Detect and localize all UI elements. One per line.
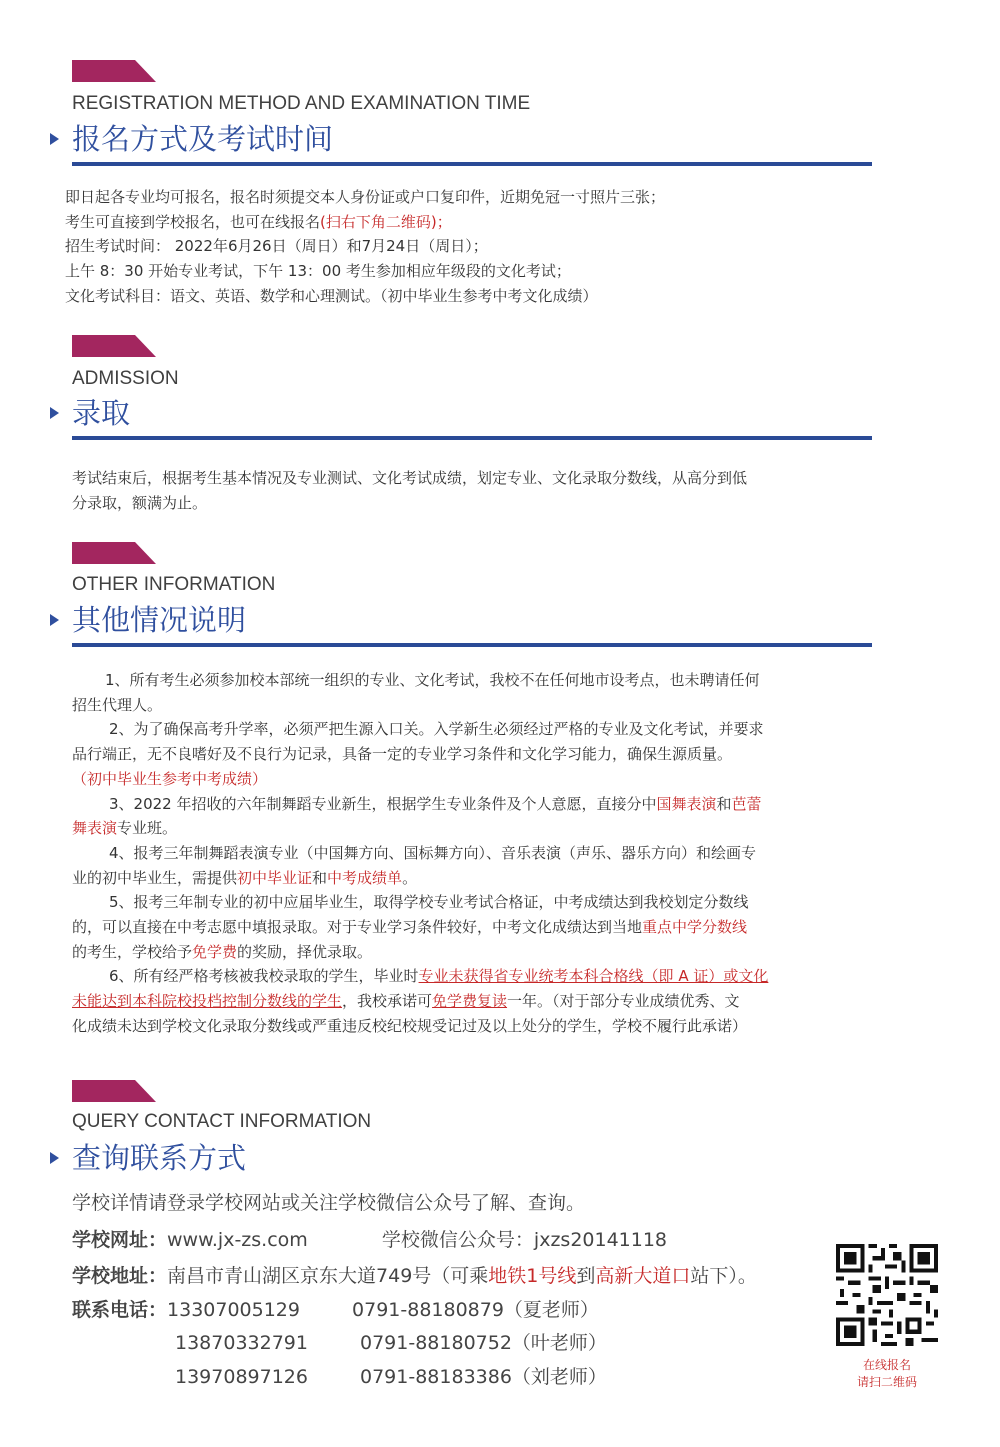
text-line: 招生代理人。: [72, 695, 163, 714]
text-line: 文化考试科目：语文、英语、数学和心理测试。（初中毕业生参考中考文化成绩）: [65, 286, 598, 305]
address-label: 学校地址：: [72, 1265, 168, 1287]
admission-en-title: ADMISSION: [72, 368, 179, 389]
qr-caption: 在线报名: [862, 1358, 911, 1372]
address-text: 到: [576, 1265, 596, 1287]
text-line: 舞表演专业班。: [72, 819, 178, 838]
text-line: 考试结束后，根据考生基本情况及专业测试、文化考试成绩，划定专业、文化录取分数线，从高分到低: [72, 469, 748, 487]
mobile-number: 13870332791: [175, 1332, 308, 1354]
section-tab-registration: [72, 60, 156, 82]
other-body: [72, 668, 768, 1039]
qr-caption: 请扫二维码: [856, 1375, 917, 1389]
contact-address-row: [72, 1259, 757, 1293]
metro-stop: 高新大道口: [595, 1265, 691, 1287]
admission-body: [72, 466, 747, 515]
text-line: 6、所有经严格考核被我校录取的学生，毕业时专业未获得省专业统考本科合格线（即 A 证）或文化: [109, 967, 769, 986]
contact-phone-row: [175, 1360, 607, 1394]
text-line: 考生可直接到学校报名，也可在线报名(扫右下角二维码)；: [65, 212, 452, 231]
registration-en-title: REGISTRATION METHOD AND EXAMINATION TIME: [72, 93, 531, 114]
text-line: 即日起各专业均可报名，报名时须提交本人身份证或户口复印件，近期免冠一寸照片三张；: [65, 188, 666, 206]
registration-cn-title: 报名方式及考试时间: [72, 122, 334, 156]
website-link[interactable]: www.jx-zs.com: [167, 1229, 308, 1251]
contact-phone-row: [72, 1293, 599, 1327]
text-line: 2、为了确保高考升学率，必须严把生源入口关。入学新生必须经过严格的专业及文化考试，并要求: [109, 720, 764, 739]
tel-number: 0791-88180752（叶老师）: [360, 1332, 607, 1354]
triangle-bullet-icon: [50, 407, 59, 419]
text-line: 4、报考三年制舞蹈表演专业（中国舞方向、国标舞方向）、音乐表演（声乐、器乐方向）和绘画专: [109, 843, 757, 862]
text-line: 的考生，学校给予免学费的奖励，择优录取。: [72, 942, 373, 961]
other-en-title: OTHER INFORMATION: [72, 574, 276, 595]
text-line: 分录取，额满为止。: [72, 493, 208, 512]
text-line: 未能达到本科院校投档控制分数线的学生，我校承诺可免学费复读一年。（对于部分专业成绩优秀、文: [72, 992, 740, 1011]
mobile-number: 13970897126: [175, 1366, 308, 1388]
contact-cn-title: 查询联系方式: [72, 1141, 247, 1175]
text-line: 5、报考三年制专业的初中应届毕业生，取得学校专业考试合格证，中考成绩达到我校划定分数线: [109, 893, 749, 912]
address-text: 南昌市青山湖区京东大道749号（可乘: [167, 1265, 489, 1287]
text-line: 招生考试时间： 2022年6月26日（周日）和7月24日（周日）；: [65, 237, 488, 256]
text-line: 的，可以直接在中考志愿中填报录取。对于专业学习条件较好，中考文化成绩达到当地重点中学分数线: [72, 918, 748, 937]
wechat-id: jxzs20141118: [533, 1229, 668, 1251]
metro-line: 地铁1号线: [488, 1265, 577, 1287]
contact-en-title: QUERY CONTACT INFORMATION: [72, 1111, 372, 1132]
admission-cn-title: 录取: [72, 396, 131, 430]
triangle-bullet-icon: [50, 133, 59, 145]
section-divider: [72, 436, 872, 440]
section-tab-other: [72, 542, 156, 564]
text-line: 1、所有考生必须参加校本部统一组织的专业、文化考试，我校不在任何地市设考点，也未聘请任何: [105, 671, 760, 689]
mobile-number: 13307005129: [167, 1299, 300, 1321]
section-divider: [72, 162, 872, 166]
section-tab-contact: [72, 1080, 156, 1102]
address-text: 站下）。: [690, 1265, 757, 1287]
contact-website-row: [72, 1223, 667, 1257]
text-line: 化成绩未达到学校文化录取分数线或严重违反校纪校规受记过及以上处分的学生，学校不履行此承诺）: [72, 1016, 748, 1035]
website-label: 学校网址：: [72, 1229, 168, 1251]
phone-label: 联系电话：: [72, 1299, 168, 1321]
text-line: （初中毕业生参考中考成绩）: [72, 769, 268, 788]
section-divider: [72, 643, 872, 647]
text-line: 品行端正，无不良嗜好及不良行为记录，具备一定的专业学习条件和文化学习能力，确保生源质量。: [72, 745, 733, 764]
wechat-label: 学校微信公众号：: [381, 1229, 534, 1251]
contact-intro: 学校详情请登录学校网站或关注学校微信公众号了解、查询。: [72, 1192, 586, 1214]
registration-body: [65, 185, 665, 309]
section-tab-admission: [72, 335, 156, 357]
triangle-bullet-icon: [50, 614, 59, 626]
qr-code-icon[interactable]: [836, 1244, 938, 1346]
tel-number: 0791-88180879（夏老师）: [352, 1299, 599, 1321]
text-line: 上午 8：30 开始专业考试，下午 13：00 考生参加相应年级段的文化考试；: [65, 262, 571, 281]
triangle-bullet-icon: [50, 1152, 59, 1164]
text-line: 3、2022 年招收的六年制舞蹈专业新生，根据学生专业条件及个人意愿，直接分中国舞表演和芭蕾: [109, 794, 762, 813]
other-cn-title: 其他情况说明: [72, 603, 247, 637]
contact-phone-row: [175, 1326, 607, 1360]
tel-number: 0791-88183386（刘老师）: [360, 1366, 607, 1388]
text-line: 业的初中毕业生，需提供初中毕业证和中考成绩单。: [72, 868, 418, 887]
